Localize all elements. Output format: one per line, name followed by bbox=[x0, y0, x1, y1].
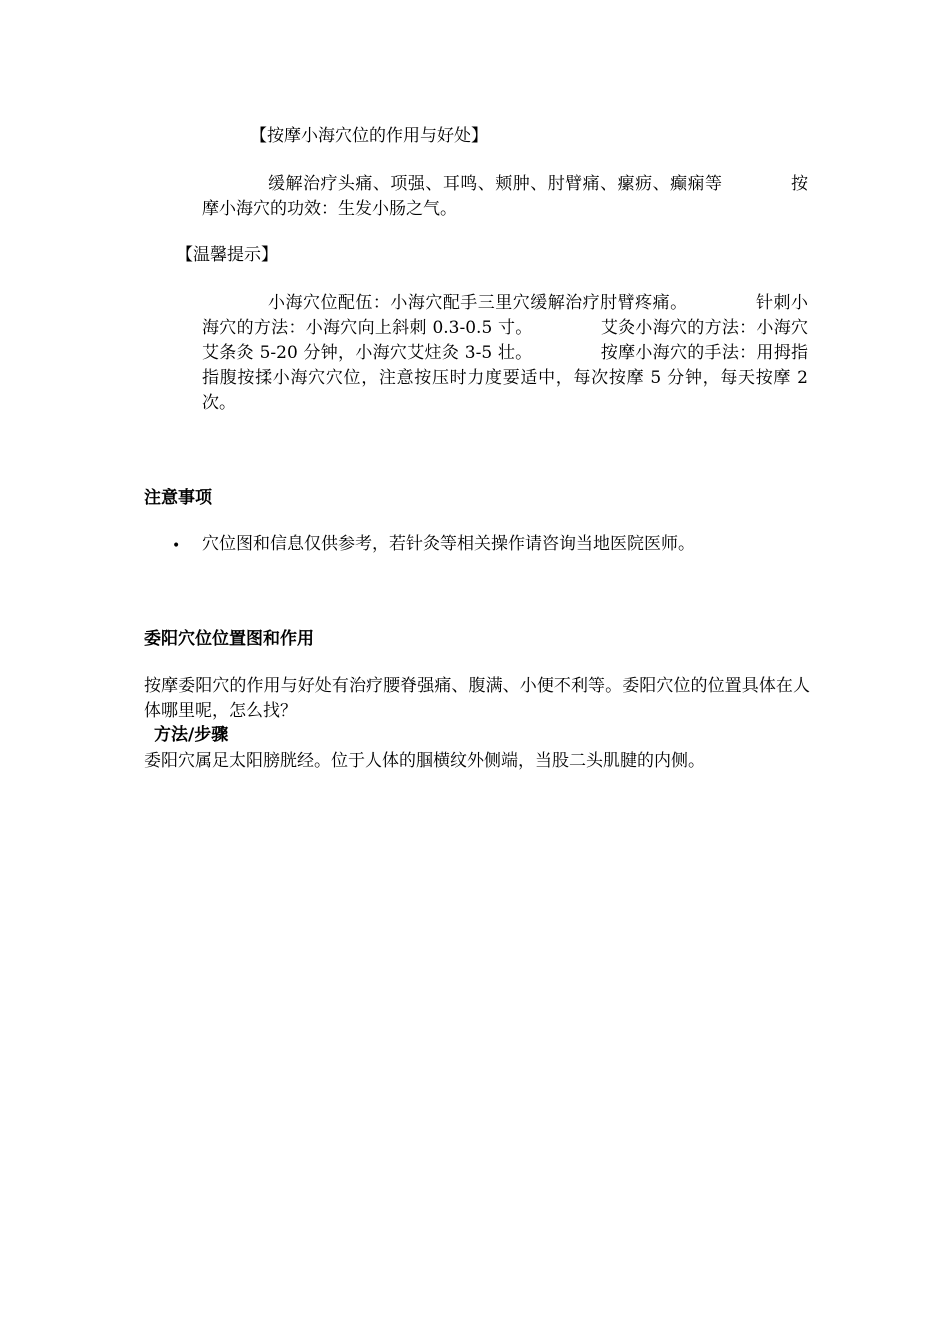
heading-notes: 注意事项 bbox=[144, 488, 212, 508]
bullet-marker: • bbox=[172, 538, 181, 554]
section-title-tips: 【温馨提示】 bbox=[176, 245, 278, 265]
paragraph-xiaohai-benefits bbox=[202, 172, 808, 222]
text-moxibustion-method: 艾灸小海穴的方法：小海穴艾条灸 5-20 分钟，小海穴艾炷灸 3-5 壮。 bbox=[202, 318, 809, 363]
text-compatibility: 小海穴位配伍：小海穴配手三里穴缓解治疗肘臂疼痛。 bbox=[268, 293, 688, 313]
text-acupuncture-method: 针刺小海穴的方法：小海穴向上斜刺 0.3-0.5 寸。 bbox=[202, 293, 809, 338]
paragraph-weiyang-location: 委阳穴属足太阳膀胱经。位于人体的腘横纹外侧端，当股二头肌腱的内侧。 bbox=[144, 751, 705, 771]
section-title-xiaohai-benefits: 【按摩小海穴位的作用与好处】 bbox=[250, 126, 488, 146]
list-item-disclaimer: 穴位图和信息仅供参考，若针灸等相关操作请咨询当地医院医师。 bbox=[202, 534, 695, 554]
text-massage-method: 按摩小海穴的手法：用拇指指腹按揉小海穴穴位，注意按压时力度要适中，每次按摩 5 分钟，每天按摩 2 次。 bbox=[202, 343, 809, 413]
text-xiaohai-treats: 缓解治疗头痛、项强、耳鸣、颊肿、肘臂痛、瘰疬、癫痫等 bbox=[268, 174, 723, 194]
text-xiaohai-efficacy: 按摩小海穴的功效：生发小肠之气。 bbox=[202, 174, 809, 219]
heading-method-steps: 方法/步骤 bbox=[154, 725, 229, 745]
heading-weiyang: 委阳穴位位置图和作用 bbox=[144, 629, 314, 649]
paragraph-tips bbox=[202, 291, 808, 416]
paragraph-weiyang-intro: 按摩委阳穴的作用与好处有治疗腰脊强痛、腹满、小便不利等。委阳穴位的位置具体在人体哪里呢，怎么找？ bbox=[144, 676, 810, 721]
